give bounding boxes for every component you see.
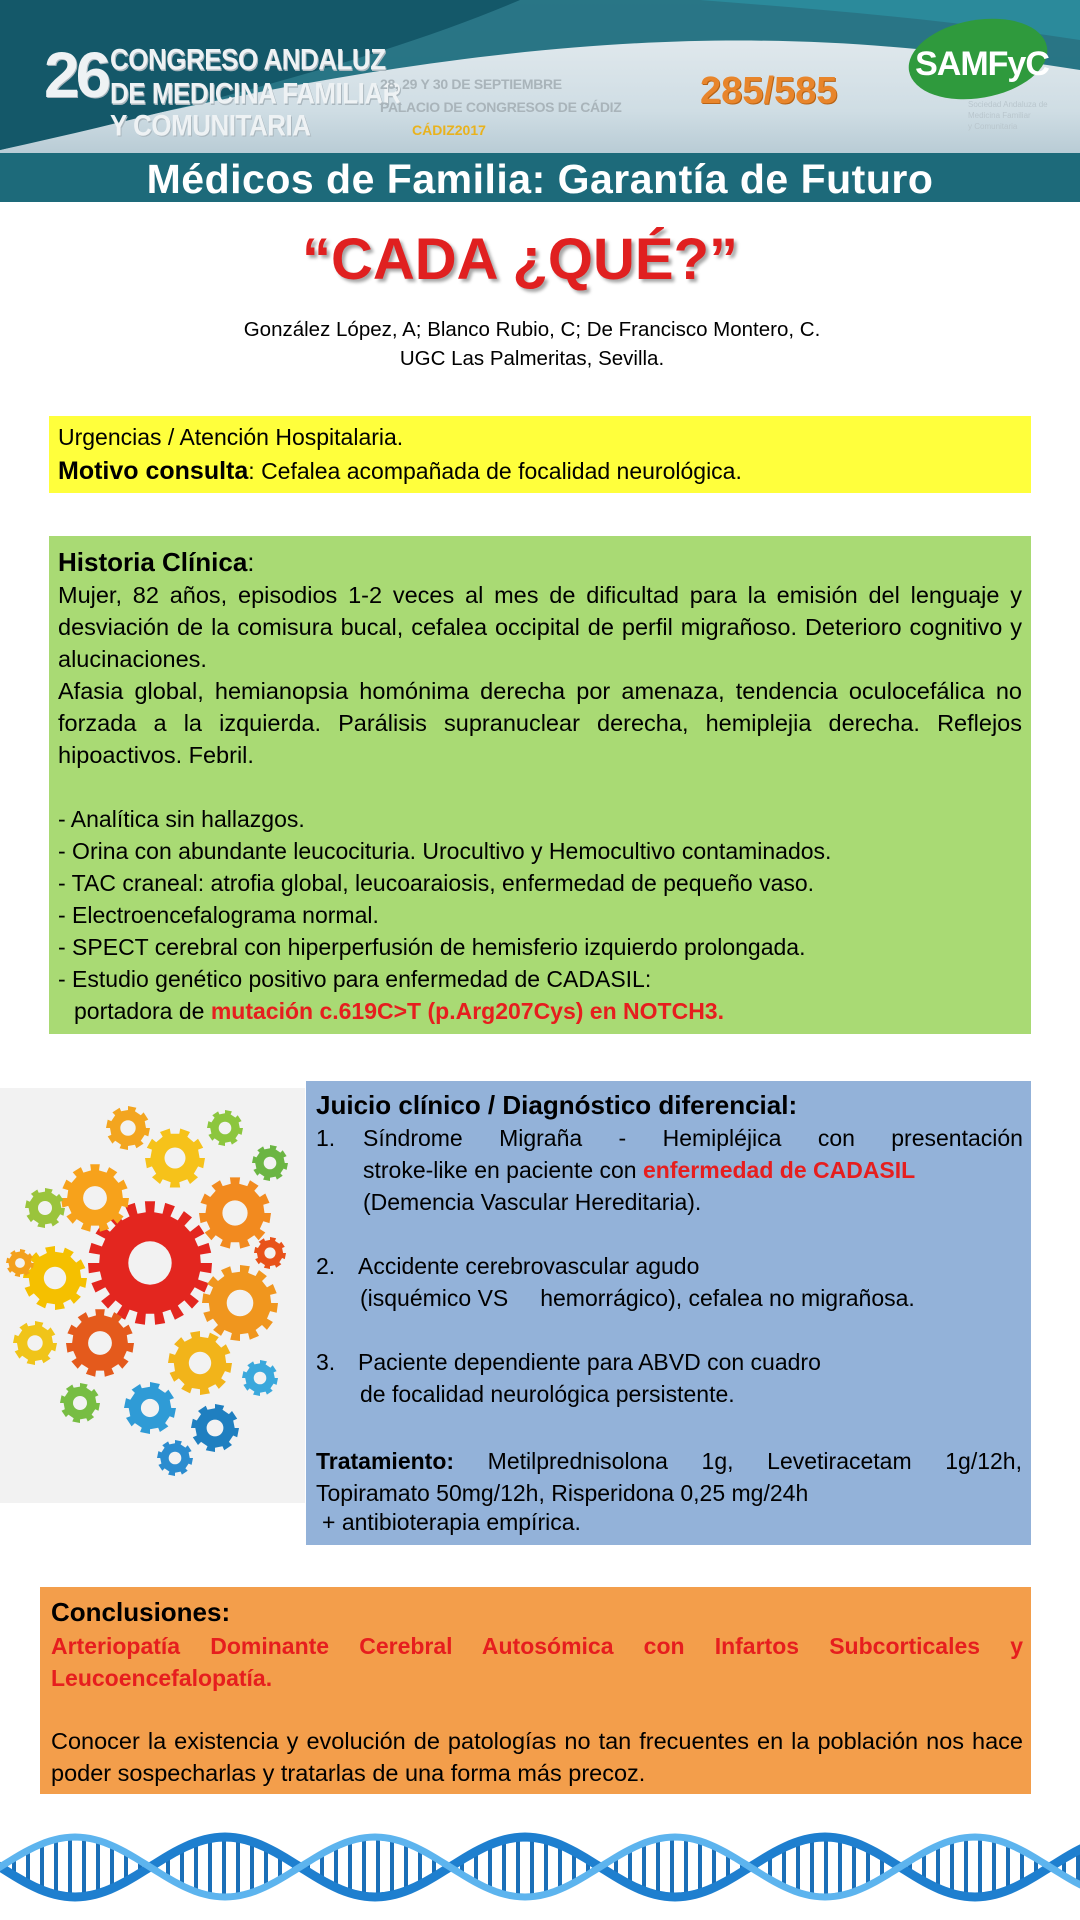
diagnosis-item-1-line-3: (Demencia Vascular Hereditaria).: [363, 1189, 702, 1215]
logo-subtext-2: Medicina Familiar: [968, 111, 1031, 120]
diagnosis-item-1-line-1: [363, 1125, 1023, 1152]
gear-hub: [88, 1331, 112, 1355]
finding-item: - Orina con abundante leucocituria. Urocultivo y Hemocultivo contaminados.: [58, 838, 832, 864]
dx1-word: Hemipléjica: [662, 1125, 782, 1151]
mutation-highlight: mutación c.619C>T (p.Arg207Cys) en NOTCH3.: [210, 998, 724, 1024]
congress-motto: Médicos de Familia: Garantía de Futuro: [146, 156, 934, 202]
dx1-word: con: [817, 1125, 855, 1151]
cadasil-highlight: enfermedad de CADASIL: [643, 1157, 916, 1183]
congress-name-line-3: Y COMUNITARIA: [110, 108, 311, 143]
treatment-label: Tratamiento:: [316, 1448, 455, 1474]
poster-number: 285/585: [700, 70, 838, 112]
diagnosis-title: Juicio clínico / Diagnóstico diferencial:: [316, 1090, 798, 1120]
gear-hub: [38, 1201, 52, 1215]
congress-venue: PALACIO DE CONGRESOS DE CÁDIZ: [380, 99, 622, 115]
dx1-word: -: [618, 1125, 627, 1151]
logo-subtext-1: Sociedad Andaluza de: [968, 100, 1048, 109]
dna-strand-b: [0, 1837, 1080, 1897]
congress-name-line-1: CONGRESO ANDALUZ: [110, 42, 386, 77]
diagnosis-item-1-line-2: [363, 1157, 915, 1184]
diagnosis-item-2-line-2: (isquémico VS hemorrágico), cefalea no migrañosa.: [360, 1285, 915, 1311]
diagnosis-item-2-number: 2.: [316, 1253, 336, 1279]
poster-affiliation: UGC Las Palmeritas, Sevilla.: [399, 347, 665, 370]
dx1-word: presentación: [891, 1125, 1023, 1151]
gear-hub: [264, 1157, 277, 1170]
congress-name-line-2: DE MEDICINA FAMILIAR: [110, 76, 401, 111]
clinical-history-paragraph-1: Mujer, 82 años, episodios 1-2 veces al mes de dificultad para la emisión del lenguaje y desviación de la comisura bucal, cefalea occipital de perfil migrañoso. Deterioro cognitivo y alucinaciones.: [58, 582, 1022, 672]
diagnosis-item-3-line-1: Paciente dependiente para ABVD con cuadro: [358, 1349, 821, 1375]
gear-hub: [15, 1258, 25, 1268]
finding-item: - Electroencefalograma normal.: [58, 902, 379, 928]
dx1-word: Síndrome: [363, 1125, 463, 1151]
gear-hub: [207, 1420, 224, 1437]
finding-item: - SPECT cerebral con hiperperfusión de hemisferio izquierdo prolongada.: [58, 934, 806, 960]
gear-hub: [254, 1372, 267, 1385]
poster-title: “CADA ¿QUÉ?”: [301, 227, 739, 292]
gear-hub: [222, 1200, 247, 1225]
consultation-reason-text: : Cefalea acompañada de focalidad neurológica.: [248, 458, 742, 484]
brain-gears-image: [0, 1088, 305, 1503]
diagnosis-item-1-number: 1.: [316, 1125, 336, 1151]
gear-hub: [120, 1120, 135, 1135]
header-banner: [0, 0, 1080, 202]
clinical-history-title-colon: :: [247, 547, 255, 577]
logo-subtext-3: y Comunitaria: [968, 122, 1018, 131]
clinical-history-title-text: Historia Clínica: [58, 547, 248, 577]
gear-hub: [219, 1122, 232, 1135]
gear-hub: [73, 1396, 87, 1410]
conclusions-title: Conclusiones:: [51, 1597, 231, 1627]
congress-venue-tag: CÁDIZ2017: [412, 122, 486, 138]
clinical-history-title: [58, 547, 255, 578]
dna-strand-a: [0, 1837, 1080, 1897]
clinical-history-text: [58, 579, 1022, 771]
dx1-word: Migraña: [499, 1125, 583, 1151]
care-setting: Urgencias / Atención Hospitalaria.: [58, 424, 404, 450]
poster-authors: González López, A; Blanco Rubio, C; De Francisco Montero, C.: [243, 318, 821, 341]
treatment-antibiotics: + antibioterapia empírica.: [322, 1509, 581, 1535]
finding-item: - Analítica sin hallazgos.: [58, 806, 305, 832]
gear-hub: [27, 1335, 42, 1350]
diagnosis-item-3-number: 3.: [316, 1349, 336, 1375]
treatment-text: [316, 1445, 1022, 1509]
conclusions-text: Conocer la existencia y evolución de patologías no tan frecuentes en la población nos hace poder sospecharlas y tratarlas de una forma más precoz.: [51, 1728, 1023, 1786]
diagnosis-item-2-line-1: Accidente cerebrovascular agudo: [358, 1253, 700, 1279]
carrier-prefix: portadora de: [74, 998, 211, 1024]
gear-hub: [264, 1247, 275, 1258]
finding-item: - Estudio genético positivo para enfermedad de CADASIL:: [58, 966, 652, 992]
gear-hub: [141, 1399, 159, 1417]
clinical-findings-list: [58, 803, 1028, 1027]
congress-dates: 28, 29 Y 30 DE SEPTIEMBRE: [380, 76, 562, 92]
treatment-drugs: Metilprednisolona 1g, Levetiracetam 1g/12h, Topiramato 50mg/12h, Risperidona 0,25 mg/24h: [316, 1448, 1022, 1506]
gear-hub: [83, 1186, 107, 1210]
finding-genetic-result: [58, 995, 1028, 1027]
consultation-reason: [58, 457, 742, 486]
brain-gears-illustration: [0, 1088, 305, 1503]
dna-helix-image: [0, 1815, 1080, 1920]
congress-number: 26: [44, 39, 108, 111]
dx1-line2-prefix: stroke-like en paciente con: [363, 1157, 643, 1183]
clinical-history-paragraph-2: Afasia global, hemianopsia homónima derecha por amenaza, tendencia oculocefálica no forzada a la izquierda. Parálisis supranuclear derecha, hemiplejia derecha. Reflejos hipoactivos. Febril.: [58, 678, 1022, 768]
gear-hub: [44, 1267, 66, 1289]
cadasil-expansion: Arteriopatía Dominante Cerebral Autosómica con Infartos Subcorticales y Leucoencefalopatía.: [51, 1633, 1023, 1691]
gear-hub: [227, 1290, 254, 1317]
gear-hub: [169, 1452, 182, 1465]
gear-hub: [189, 1352, 211, 1374]
samfyc-logo-text: SAMFyC: [915, 45, 1049, 83]
finding-item: - TAC craneal: atrofia global, leucoaraiosis, enfermedad de pequeño vaso.: [58, 870, 815, 896]
diagnosis-item-3-line-2: de focalidad neurológica persistente.: [360, 1381, 735, 1407]
gear-hub: [165, 1148, 186, 1169]
gear-hub: [128, 1241, 171, 1284]
consultation-reason-label: Motivo consulta: [58, 457, 249, 485]
